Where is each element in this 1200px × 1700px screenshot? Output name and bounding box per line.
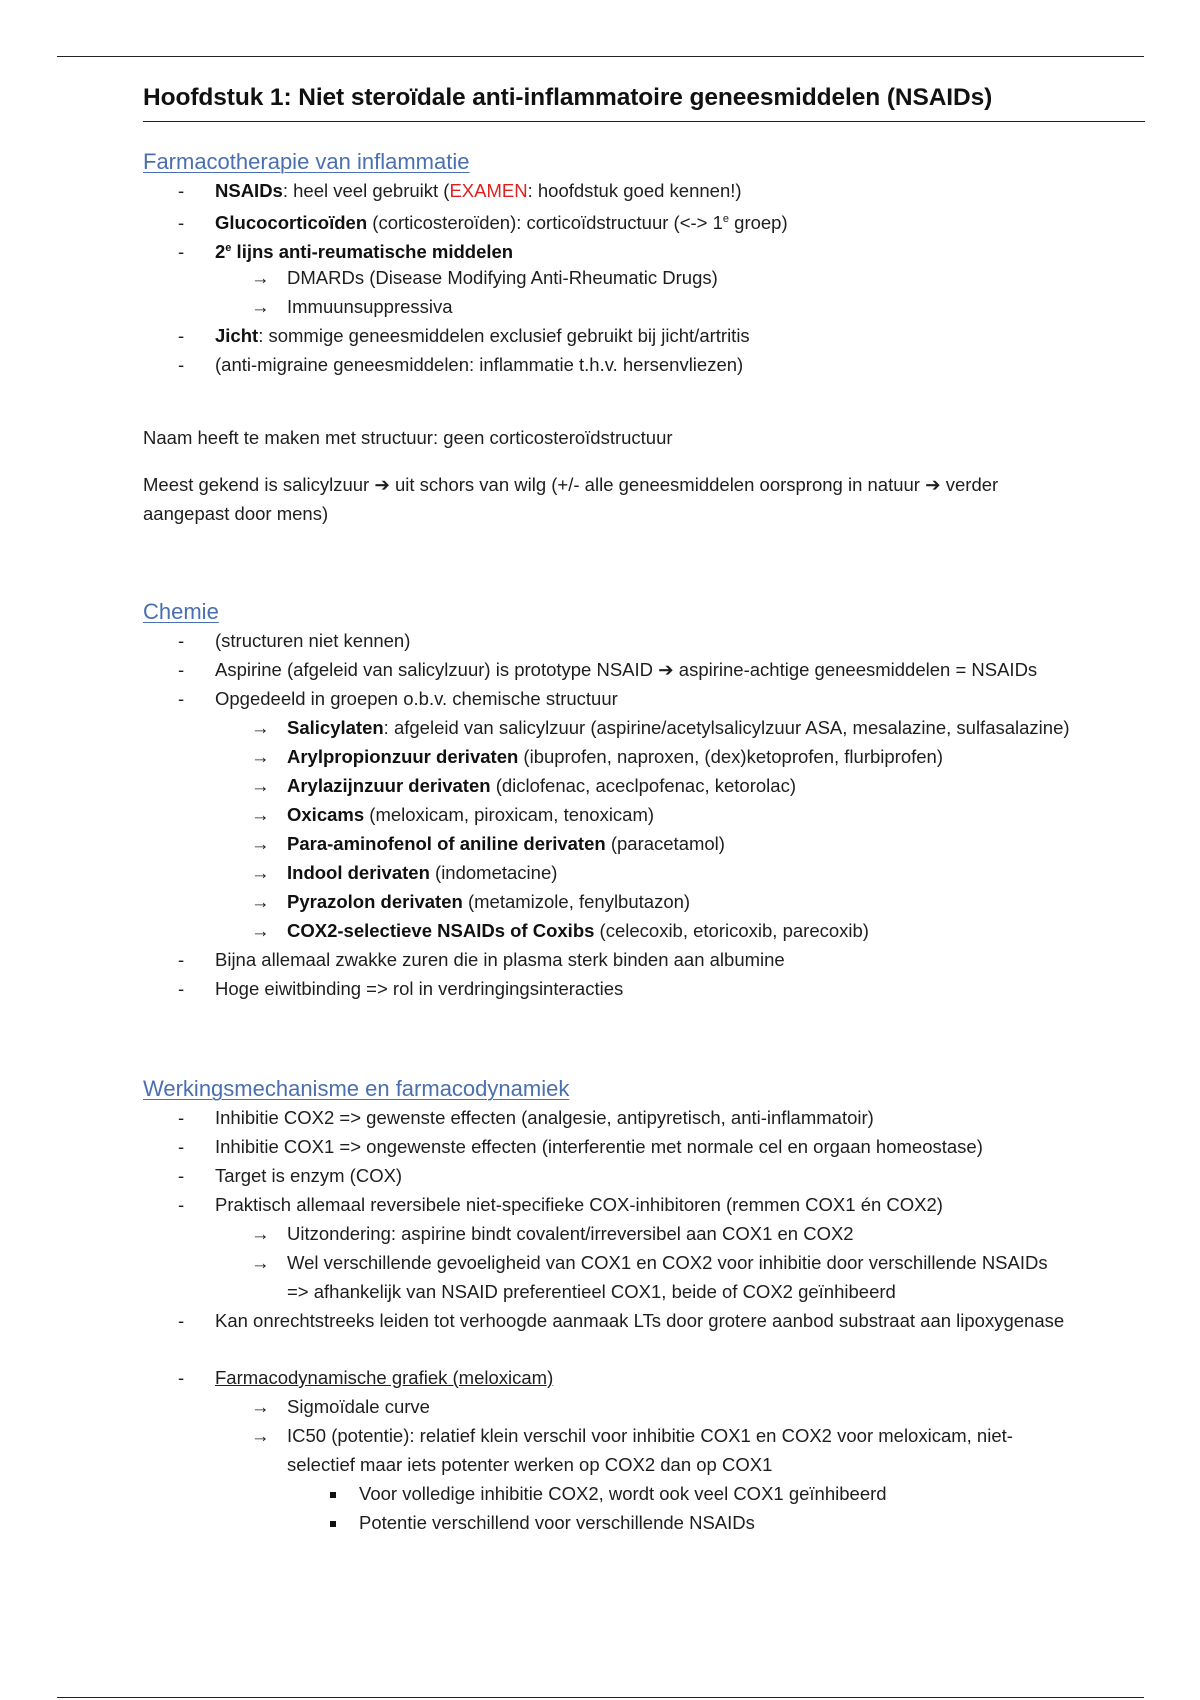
- list-item: - NSAIDs: heel veel gebruikt (EXAMEN: hoofdstuk goed kennen!): [178, 180, 742, 201]
- list-item: - Bijna allemaal zwakke zuren die in plasma sterk binden aan albumine: [178, 949, 785, 970]
- list-item: - Praktisch allemaal reversibele niet-specifieke COX-inhibitoren (remmen COX1 én COX2): [178, 1194, 943, 1215]
- list-item: - Farmacodynamische grafiek (meloxicam): [178, 1367, 554, 1388]
- sub-list-item: → Sigmoïdale curve: [251, 1396, 430, 1417]
- list-item: - (structuren niet kennen): [178, 630, 411, 651]
- sub-list-item: → Pyrazolon derivaten (metamizole, fenylbutazon): [251, 891, 691, 912]
- paragraph: Naam heeft te maken met structuur: geen corticosteroïdstructuur: [143, 427, 673, 448]
- sub-list-item: → Uitzondering: aspirine bindt covalent/irreversibel aan COX1 en COX2: [251, 1223, 854, 1244]
- sub-list-item-continuation: => afhankelijk van NSAID preferentieel COX1, beide of COX2 geïnhibeerd: [287, 1281, 896, 1302]
- paragraph: Meest gekend is salicylzuur ➔ uit schors van wilg (+/- alle geneesmiddelen oorsprong in natuur ➔ verder: [143, 474, 999, 495]
- sub-list-item-continuation: selectief maar iets potenter werken op COX2 dan op COX1: [287, 1454, 773, 1475]
- footer-rule: [57, 1697, 1144, 1698]
- list-item: - Inhibitie COX1 => ongewenste effecten (interferentie met normale cel en orgaan homeostase): [178, 1136, 983, 1157]
- list-item: - Jicht: sommige geneesmiddelen exclusief gebruikt bij jicht/artritis: [178, 325, 750, 346]
- square-bullet-icon: [323, 1479, 359, 1508]
- sub-list-item: → Salicylaten: afgeleid van salicylzuur (aspirine/acetylsalicylzuur ASA, mesalazine, sulfasalazine): [251, 717, 1070, 738]
- sub-list-item: → Wel verschillende gevoeligheid van COX1 en COX2 voor inhibitie door verschillende NSAIDs: [251, 1252, 1048, 1273]
- sub-sub-list-item: Voor volledige inhibitie COX2, wordt ook veel COX1 geïnhibeerd: [143, 1479, 1145, 1508]
- list-item: - 2e lijns anti-reumatische middelen: [178, 241, 514, 263]
- section-heading-werkingsmechanisme: Werkingsmechanisme en farmacodynamiek: [143, 1076, 570, 1101]
- chapter-title: Hoofdstuk 1: Niet steroïdale anti-inflammatoire geneesmiddelen (NSAIDs): [143, 84, 1145, 122]
- list-item: - Target is enzym (COX): [178, 1165, 403, 1186]
- list-item: - Aspirine (afgeleid van salicylzuur) is prototype NSAID ➔ aspirine-achtige geneesmiddelen = NSAIDs: [178, 659, 1038, 680]
- sub-list-item: → Arylazijnzuur derivaten (diclofenac, aceclpofenac, ketorolac): [251, 775, 796, 796]
- sub-list-item: → COX2-selectieve NSAIDs of Coxibs (celecoxib, etoricoxib, parecoxib): [251, 920, 869, 941]
- square-bullet-icon: [323, 1508, 359, 1537]
- sub-list-item: → Arylpropionzuur derivaten (ibuprofen, naproxen, (dex)ketoprofen, flurbiprofen): [251, 746, 943, 767]
- sub-list-item: → IC50 (potentie): relatief klein verschil voor inhibitie COX1 en COX2 voor meloxicam, niet-: [251, 1425, 1013, 1446]
- document-page: [143, 84, 1145, 1537]
- list-item: - Hoge eiwitbinding => rol in verdringingsinteracties: [178, 978, 624, 999]
- list-item: - Opgedeeld in groepen o.b.v. chemische structuur: [178, 688, 618, 709]
- list-item: - Kan onrechtstreeks leiden tot verhoogde aanmaak LTs door grotere aanbod substraat aan lipoxygenase: [178, 1310, 1065, 1331]
- section-heading-farmacotherapie: Farmacotherapie van inflammatie: [143, 149, 470, 174]
- sub-list-item: → Para-aminofenol of aniline derivaten (paracetamol): [251, 833, 725, 854]
- exam-highlight: EXAMEN: [449, 180, 528, 201]
- header-rule: [57, 56, 1144, 57]
- sub-list-item: → Oxicams (meloxicam, piroxicam, tenoxicam): [251, 804, 655, 825]
- list-item: - Inhibitie COX2 => gewenste effecten (analgesie, antipyretisch, anti-inflammatoir): [178, 1107, 874, 1128]
- sub-sub-list-item: Potentie verschillend voor verschillende NSAIDs: [143, 1508, 1145, 1537]
- sub-list-item: → Indool derivaten (indometacine): [251, 862, 558, 883]
- sub-list-item: → DMARDs (Disease Modifying Anti-Rheumatic Drugs): [251, 267, 718, 288]
- list-item: - (anti-migraine geneesmiddelen: inflammatie t.h.v. hersenvliezen): [178, 354, 744, 375]
- sub-list-item: → Immuunsuppressiva: [251, 296, 453, 317]
- section-heading-chemie: Chemie: [143, 599, 219, 624]
- paragraph: aangepast door mens): [143, 503, 329, 524]
- list-item: - Glucocorticoïden (corticosteroïden): corticoïdstructuur (<-> $1^e$ groep): [178, 212, 788, 234]
